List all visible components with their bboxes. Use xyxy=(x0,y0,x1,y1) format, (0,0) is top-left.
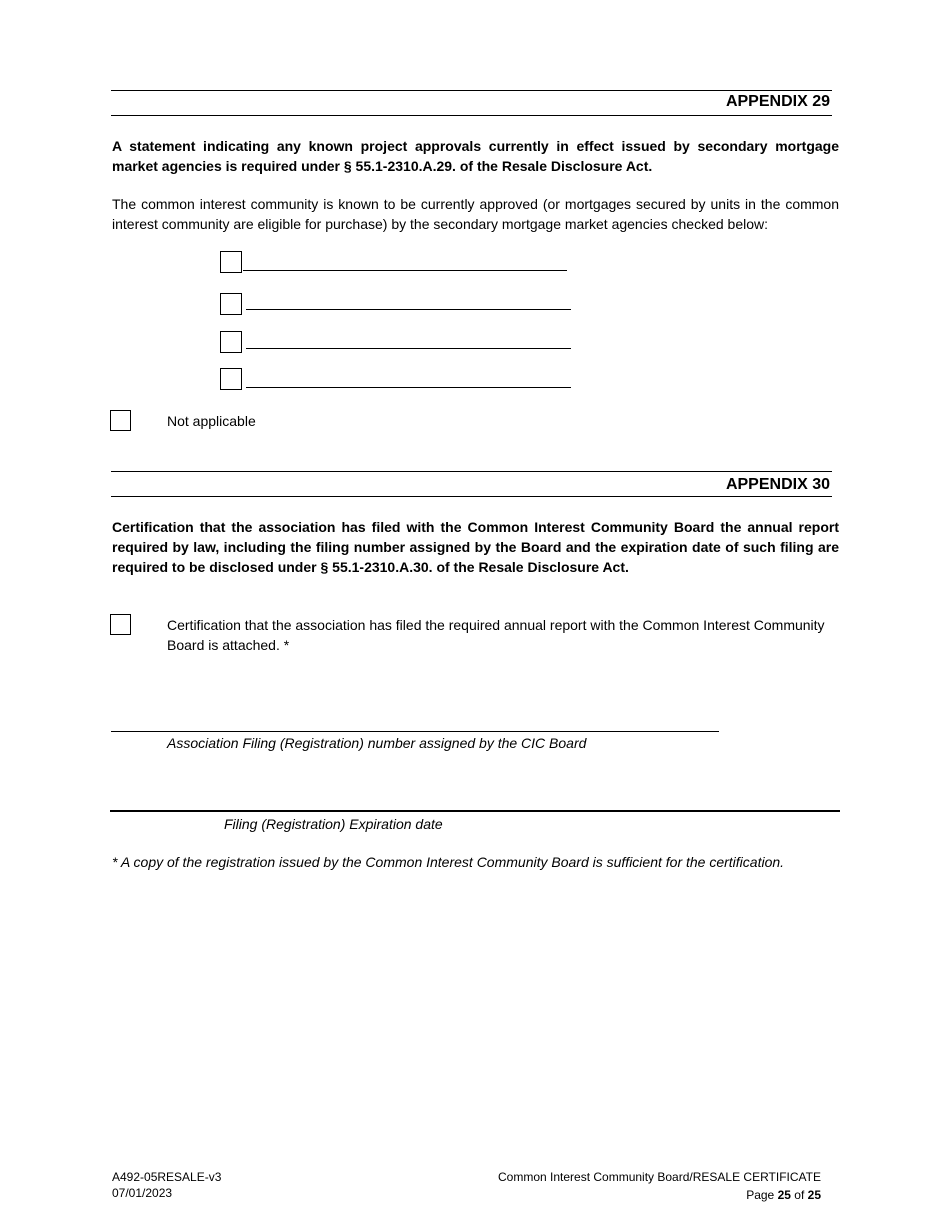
agency-3-line[interactable] xyxy=(246,348,571,349)
appendix-29-body: The common interest community is known to be currently approved (or mortgages secured by units in the common interest community are eligible for purchase) by the secondary mortgage market agencies checked below: xyxy=(112,196,839,232)
filing-number-label: Association Filing (Registration) number assigned by the CIC Board xyxy=(167,735,587,751)
agency-1-checkbox[interactable] xyxy=(220,251,242,273)
footer-date: 07/01/2023 xyxy=(112,1186,173,1200)
certification-checkbox[interactable] xyxy=(110,614,131,635)
appendix-29-bottom-rule xyxy=(111,115,832,116)
filing-number-line[interactable] xyxy=(111,731,719,732)
agency-2-line[interactable] xyxy=(246,309,571,310)
appendix-29-top-rule xyxy=(111,90,832,91)
expiration-line[interactable] xyxy=(110,810,840,812)
appendix-29-statement: A statement indicating any known project approvals currently in effect issued by secondary mortgage market agencies is required under § 55.1-2310.A.29. of the Resale Disclosure Act. xyxy=(112,138,839,174)
footer-title: Common Interest Community Board/RESALE CERTIFICATE xyxy=(498,1170,821,1184)
footnote: * A copy of the registration issued by the Common Interest Community Board is sufficient for the certification. xyxy=(112,854,785,870)
appendix-30-bottom-rule xyxy=(111,496,832,497)
footer-page-number xyxy=(746,1187,821,1203)
page-total: 25 xyxy=(807,1188,821,1202)
page-of: of xyxy=(794,1188,805,1202)
appendix-30-statement: Certification that the association has filed with the Common Interest Community Board the annual report required by law, including the filing number assigned by the Board and the expiration date of such filing are required to be disclosed under § 55.1-2310.A.30. of the Resale Disclosure Act. xyxy=(112,519,839,575)
agency-2-checkbox[interactable] xyxy=(220,293,242,315)
footer-form-number: A492-05RESALE-v3 xyxy=(112,1170,222,1184)
agency-4-checkbox[interactable] xyxy=(220,368,242,390)
agency-3-checkbox[interactable] xyxy=(220,331,242,353)
not-applicable-label: Not applicable xyxy=(167,413,256,429)
agency-1-line[interactable] xyxy=(243,270,567,271)
appendix-29-heading: APPENDIX 29 xyxy=(725,93,830,110)
certification-label: Certification that the association has filed the required annual report with the Common Interest Community Board is attached. * xyxy=(167,617,825,653)
appendix-30-top-rule xyxy=(111,471,832,472)
not-applicable-checkbox[interactable] xyxy=(110,410,131,431)
appendix-30-heading: APPENDIX 30 xyxy=(725,476,830,493)
agency-4-line[interactable] xyxy=(246,387,571,388)
page-current: 25 xyxy=(777,1188,791,1202)
page-prefix: Page xyxy=(746,1188,775,1202)
expiration-label: Filing (Registration) Expiration date xyxy=(224,816,443,832)
